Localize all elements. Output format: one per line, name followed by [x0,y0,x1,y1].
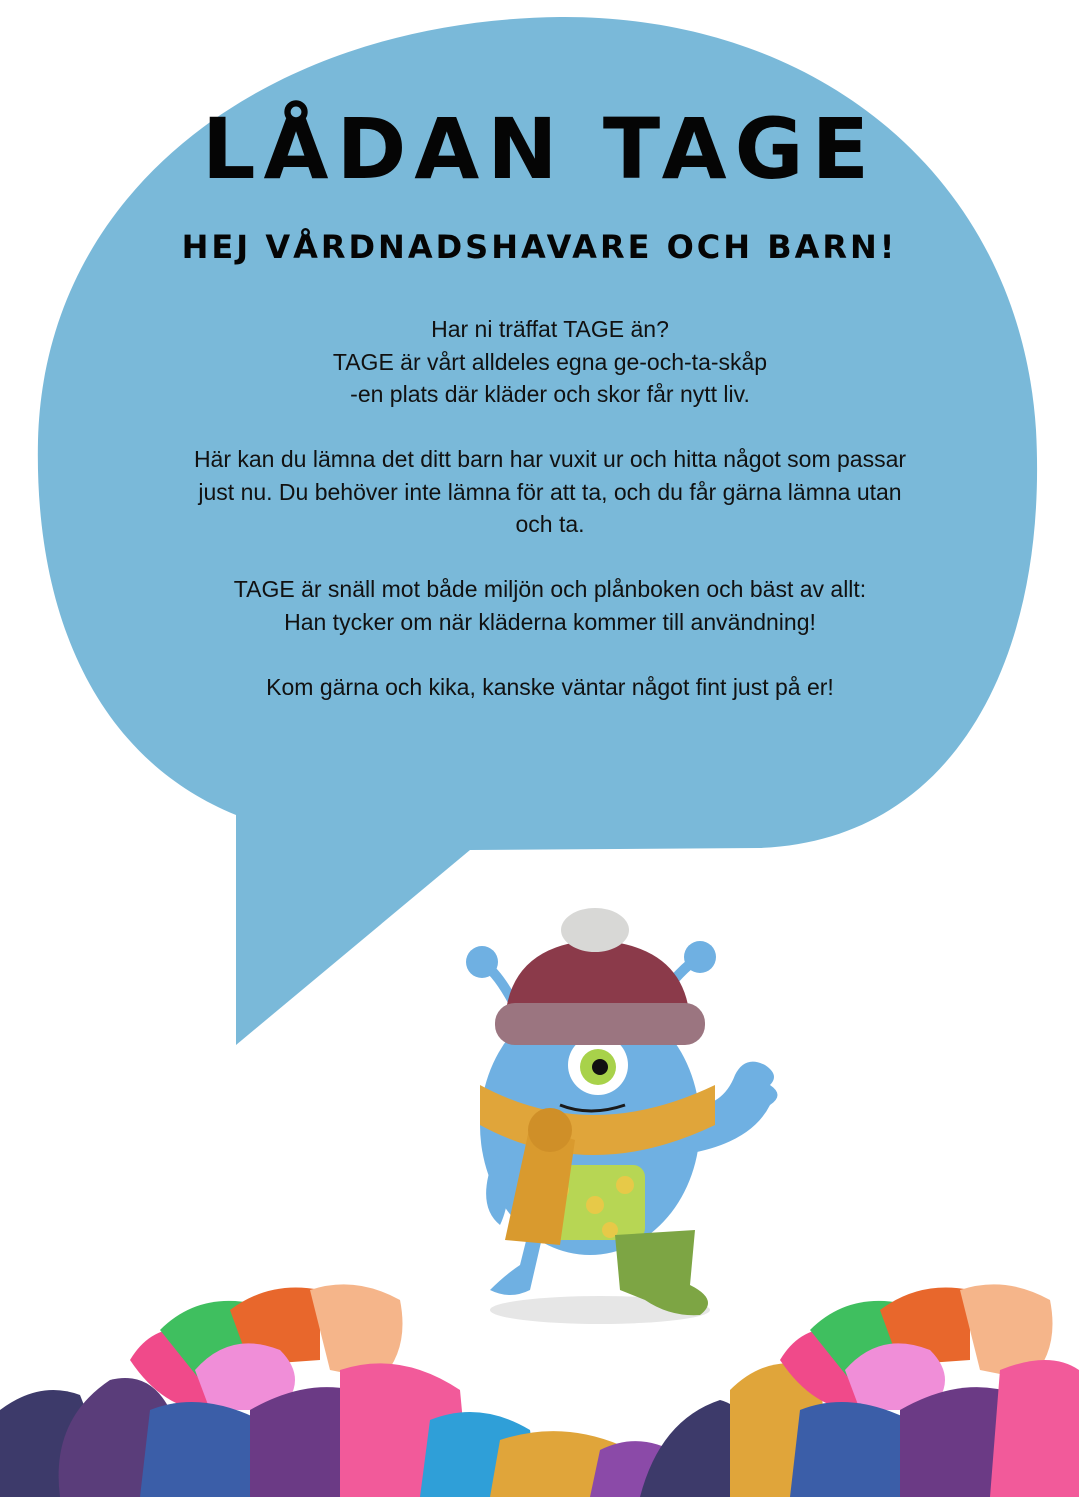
paragraph [80,313,1020,411]
paragraph [80,573,1020,638]
monster-eye-pupil [592,1059,608,1075]
monster-antenna-right-tip [684,941,716,973]
monster-illustration [450,905,810,1325]
paragraph-line: och ta. [515,511,585,537]
message-body [80,313,1020,703]
paragraph-line: Här kan du lämna det ditt barn har vuxit ur och hitta något som passar [193,446,907,472]
monster-scarf-knot [528,1108,572,1152]
monster-antenna-left-tip [466,946,498,978]
page-title: LÅDAN TAGE [202,100,877,198]
paragraph-line: Kom gärna och kika, kanske väntar något fint just på er! [266,673,834,700]
paragraph-line: TAGE är snäll mot både miljön och plånboken och bäst av allt: [233,576,867,602]
clothes-pile [0,1270,1079,1497]
page-subtitle: HEJ VÅRDNADSHAVARE OCH BARN! [181,228,898,266]
clothing-item [990,1360,1079,1497]
sweater-dot [616,1176,634,1194]
paragraph-line: Har ni träffat TAGE än? [431,316,669,342]
monster-hat-brim [495,1003,705,1045]
paragraph [80,443,1020,541]
paragraph-line: TAGE är vårt alldeles egna ge-och-ta-skåp [332,348,768,375]
monster-hat-pompom [561,908,629,952]
sweater-dot [586,1196,604,1214]
paragraph-line: just nu. Du behöver inte lämna för att ta, och du får gärna lämna utan [198,478,902,505]
paragraph [80,671,1020,704]
paragraph-line: -en plats där kläder och skor får nytt liv. [350,381,750,407]
paragraph-line: Han tycker om när kläderna kommer till användning! [284,608,816,635]
